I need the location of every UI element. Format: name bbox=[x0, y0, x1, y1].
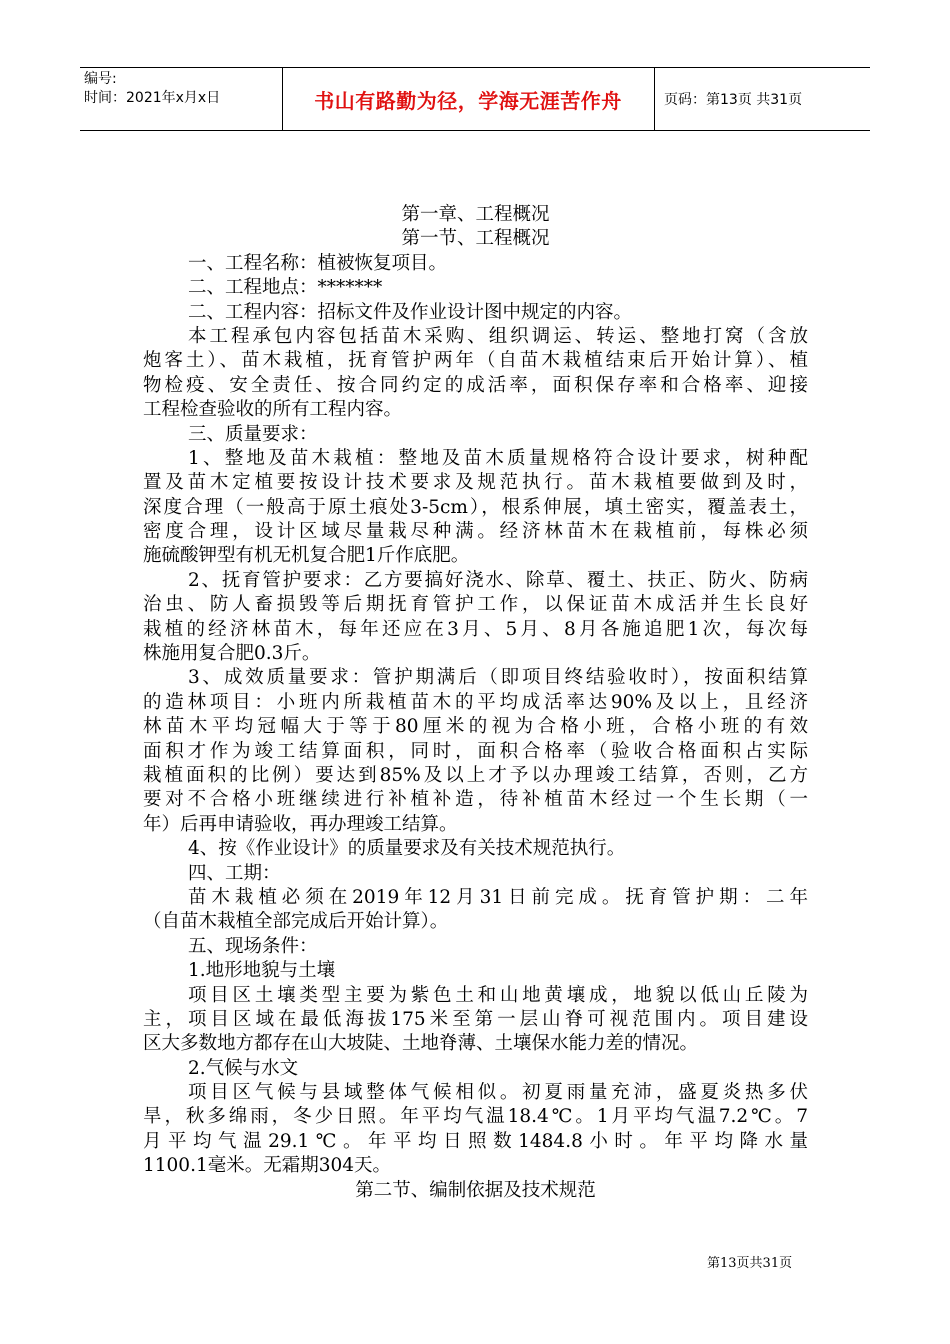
time-label: 时间：2021年x月x日 bbox=[84, 90, 221, 106]
document-body bbox=[143, 203, 808, 1203]
text-line: 4、按《作业设计》的质量要求及有关技术规范执行。 bbox=[188, 838, 626, 860]
text-line: 本工程承包内容包括苗木采购、组织调运、转运、整地打窝（含放 bbox=[188, 325, 808, 347]
text-line: 年）后再申请验收，再办理竣工结算。 bbox=[143, 813, 458, 835]
text-line: 置及苗木定植要按设计技术要求及规范执行。苗木栽植要做到及时， bbox=[143, 472, 808, 494]
header-motto: 书山有路勤为径，学海无涯苦作舟 bbox=[314, 88, 622, 113]
text-line: 栽植面积的比例）要达到85%及以上才予以办理竣工结算，否则，乙方 bbox=[143, 764, 808, 786]
text-line: 株施用复合肥0.3斤。 bbox=[143, 643, 321, 665]
page-footer: 第13页共31页 bbox=[707, 1256, 793, 1271]
text-line: 1、整地及苗木栽植：整地及苗木质量规格符合设计要求，树种配 bbox=[188, 447, 808, 469]
text-line: 物检疫、安全责任、按合同约定的成活率，面积保存率和合格率、迎接 bbox=[143, 374, 808, 396]
text-line: 苗木栽植必须在2019年12月31日前完成。抚育管护期：二年 bbox=[188, 886, 808, 908]
text-line: 三、质量要求： bbox=[188, 423, 318, 445]
text-line: 主，项目区域在最低海拔175米至第一层山脊可视范围内。项目建设 bbox=[143, 1008, 808, 1030]
text-line: 治虫、防人畜损毁等后期抚育管护工作，以保证苗木成活并生长良好 bbox=[143, 594, 808, 616]
text-line: 区大多数地方都存在山大坡陡、土地脊薄、土壤保水能力差的情况。 bbox=[143, 1033, 699, 1055]
text-line: 林苗木平均冠幅大于等于80厘米的视为合格小班，合格小班的有效 bbox=[143, 716, 808, 738]
chapter-title: 第一章、工程概况 bbox=[401, 204, 550, 225]
text-line: 3、成效质量要求：管护期满后（即项目终结验收时），按面积结算 bbox=[188, 667, 808, 689]
text-line: 二、工程地点：******* bbox=[188, 277, 383, 299]
text-line: 1.地形地貌与土壤 bbox=[188, 960, 336, 982]
text-line: 2.气候与水文 bbox=[188, 1057, 299, 1079]
section-title: 第二节、编制依据及技术规范 bbox=[355, 1179, 596, 1201]
text-line: 施硫酸钾型有机无机复合肥1斤作底肥。 bbox=[143, 545, 470, 567]
text-line: 项目区气候与县域整体气候相似。初夏雨量充沛，盛夏炎热多伏 bbox=[188, 1082, 808, 1104]
text-line: 工程检查验收的所有工程内容。 bbox=[143, 399, 403, 421]
header-info bbox=[84, 70, 280, 108]
text-line: 五、现场条件： bbox=[188, 935, 318, 957]
text-line: 二、工程内容：招标文件及作业设计图中规定的内容。 bbox=[188, 301, 633, 323]
text-line: 栽植的经济林苗木，每年还应在3月、5月、8月各施追肥1次，每次每 bbox=[143, 618, 808, 640]
text-line: 四、工期： bbox=[188, 862, 281, 884]
text-line: 的造林项目：小班内所栽植苗木的平均成活率达90%及以上，且经济 bbox=[143, 691, 808, 713]
text-line: 炮客土）、苗木栽植，抚育管护两年（自苗木栽植结束后开始计算）、植 bbox=[143, 350, 808, 372]
page-header bbox=[80, 67, 870, 131]
text-line: 项目区土壤类型主要为紫色土和山地黄壤成，地貌以低山丘陵为 bbox=[188, 984, 808, 1006]
text-line: 2、抚育管护要求：乙方要搞好浇水、除草、覆土、扶正、防火、防病 bbox=[188, 569, 808, 591]
header-divider bbox=[654, 68, 655, 130]
code-label: 编号: bbox=[84, 71, 117, 87]
text-line: 面积才作为竣工结算面积，同时，面积合格率（验收合格面积占实际 bbox=[143, 740, 808, 762]
section-title: 第一节、工程概况 bbox=[401, 228, 550, 250]
text-line: 要对不合格小班继续进行补植补造，待补植苗木经过一个生长期（一 bbox=[143, 789, 808, 811]
text-line: 密度合理，设计区域尽量栽尽种满。经济林苗木在栽植前，每株必须 bbox=[143, 521, 808, 543]
header-page-label: 页码：第13页 共31页 bbox=[664, 92, 803, 108]
text-line: 旱，秋多绵雨，冬少日照。年平均气温18.4℃。1月平均气温7.2℃。7 bbox=[143, 1106, 808, 1128]
text-line: 深度合理（一般高于原土痕处3-5cm），根系伸展，填土密实，覆盖表土， bbox=[143, 496, 808, 518]
text-line: 1100.1毫米。无霜期304天。 bbox=[143, 1155, 392, 1177]
text-line: 月平均气温29.1℃。年平均日照数1484.8小时。年平均降水量 bbox=[143, 1130, 808, 1152]
text-line: （自苗木栽植全部完成后开始计算）。 bbox=[143, 911, 449, 933]
text-line: 一、工程名称：植被恢复项目。 bbox=[188, 252, 448, 274]
